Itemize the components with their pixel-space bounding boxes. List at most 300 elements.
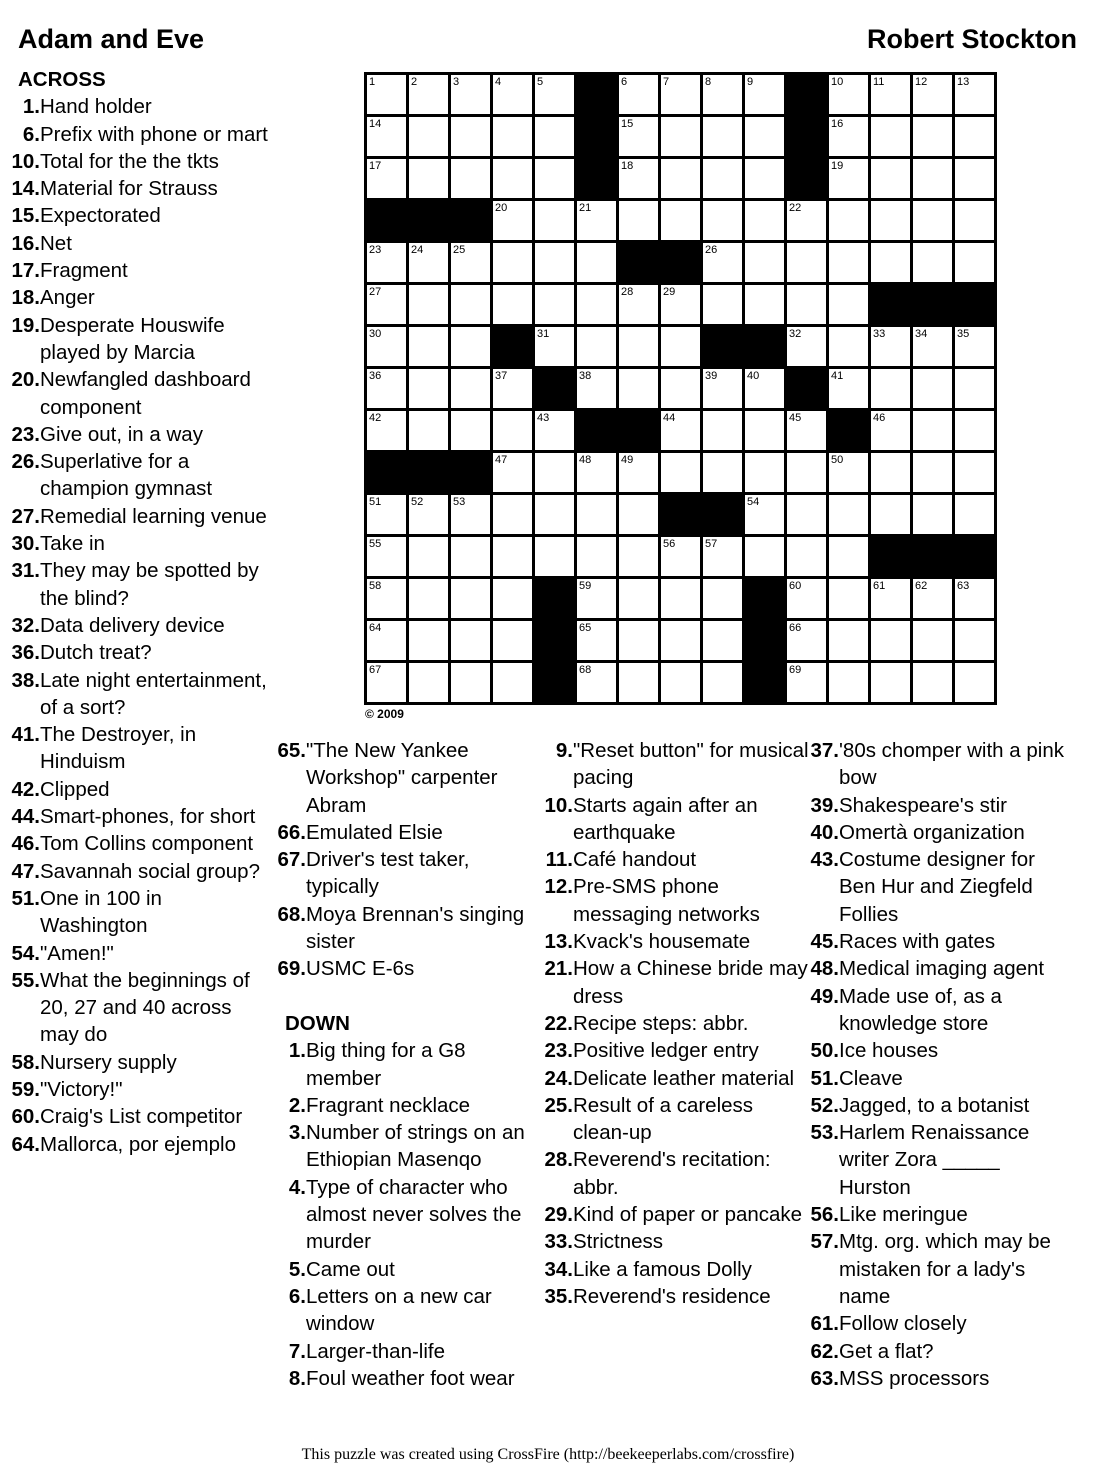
grid-cell[interactable] [745,537,784,576]
grid-cell[interactable] [661,201,700,240]
grid-cell[interactable] [451,117,490,156]
grid-cell[interactable] [367,243,406,282]
grid-cell[interactable] [619,117,658,156]
cell-number: 1 [369,76,376,88]
across-clue[interactable] [0,557,274,612]
across-clue[interactable] [0,830,274,857]
across-clue[interactable] [0,121,274,148]
down-clue[interactable] [533,1201,809,1228]
grid-cell[interactable] [661,75,700,114]
grid-cell[interactable] [619,621,658,660]
down-clue[interactable] [533,1256,809,1283]
across-clue[interactable] [0,93,274,120]
across-clue[interactable] [266,955,546,982]
grid-cell[interactable] [577,537,616,576]
grid-cell[interactable] [409,243,448,282]
grid-cell[interactable] [703,621,742,660]
grid-cell[interactable] [619,453,658,492]
down-clue[interactable] [799,955,1075,982]
down-clue[interactable] [799,1310,1075,1337]
black-square [409,453,448,492]
clue-number: 45. [810,930,839,954]
grid-cell[interactable] [409,579,448,618]
grid-cell[interactable] [619,495,658,534]
grid-cell[interactable] [451,621,490,660]
grid-cell[interactable] [451,75,490,114]
down-clue[interactable] [266,1365,546,1392]
across-clue[interactable] [266,901,546,956]
black-square [535,621,574,660]
grid-cell[interactable] [451,411,490,450]
grid-cell[interactable] [745,201,784,240]
grid-cell[interactable] [535,117,574,156]
down-clue[interactable] [799,1119,1075,1201]
grid-cell[interactable] [493,411,532,450]
grid-cell[interactable] [829,75,868,114]
grid-cell[interactable] [661,159,700,198]
across-clue[interactable] [0,940,274,967]
grid-cell[interactable] [913,453,952,492]
grid-cell[interactable] [619,201,658,240]
across-heading: ACROSS [18,68,106,91]
down-clue[interactable] [533,737,809,792]
grid-cell[interactable] [703,243,742,282]
grid-cell[interactable] [955,369,994,408]
clue-number: 34. [544,1257,573,1281]
grid-cell[interactable] [409,117,448,156]
grid-cell[interactable] [367,369,406,408]
clue-text: Expectorated [40,204,161,228]
grid-cell[interactable] [955,663,994,702]
down-clue[interactable] [799,1228,1075,1310]
down-clue[interactable] [799,1092,1075,1119]
grid-cell[interactable] [409,537,448,576]
grid-cell[interactable] [829,117,868,156]
grid-cell[interactable] [661,537,700,576]
grid-cell[interactable] [661,411,700,450]
down-clue[interactable] [533,846,809,873]
down-clue[interactable] [533,1283,809,1310]
grid-cell[interactable] [913,117,952,156]
grid-cell[interactable] [913,369,952,408]
down-clue[interactable] [533,1065,809,1092]
across-clue[interactable] [0,530,274,557]
across-clue[interactable] [0,503,274,530]
clue-number: 57. [810,1230,839,1254]
down-clue[interactable] [799,819,1075,846]
grid-cell[interactable] [871,159,910,198]
down-clue[interactable] [266,1092,546,1119]
grid-cell[interactable] [829,159,868,198]
grid-cell[interactable] [829,537,868,576]
grid-cell[interactable] [493,537,532,576]
grid-cell[interactable] [703,537,742,576]
grid-cell[interactable] [745,369,784,408]
grid-cell[interactable] [493,495,532,534]
grid-cell[interactable] [661,327,700,366]
grid-cell[interactable] [703,579,742,618]
grid-cell[interactable] [871,495,910,534]
across-clue[interactable] [0,858,274,885]
black-square [661,495,700,534]
across-clue[interactable] [0,667,274,722]
down-clue[interactable] [266,1338,546,1365]
across-clue[interactable] [0,885,274,940]
black-square [451,201,490,240]
grid-cell[interactable] [367,621,406,660]
grid-cell[interactable] [913,243,952,282]
down-clue[interactable] [533,955,809,1010]
across-clue[interactable] [0,448,274,503]
grid-cell[interactable] [577,495,616,534]
across-clue[interactable] [266,819,546,846]
grid-cell[interactable] [913,159,952,198]
grid-cell[interactable] [451,537,490,576]
down-clue[interactable] [799,1338,1075,1365]
grid-cell[interactable] [577,285,616,324]
grid-cell[interactable] [493,75,532,114]
grid-cell[interactable] [955,411,994,450]
grid-cell[interactable] [829,453,868,492]
cell-number: 16 [831,118,844,130]
grid-cell[interactable] [955,579,994,618]
down-clue[interactable] [533,1146,809,1201]
down-clue[interactable] [533,873,809,928]
clue-text: One in 100 in Washington [40,886,162,938]
grid-cell[interactable] [787,663,826,702]
down-clue[interactable] [266,1256,546,1283]
grid-cell[interactable] [409,159,448,198]
cell-number: 17 [369,160,382,172]
grid-cell[interactable] [955,201,994,240]
grid-cell[interactable] [577,369,616,408]
clue-number: 46. [11,832,40,856]
down-clue[interactable] [533,1010,809,1037]
grid-cell[interactable] [745,243,784,282]
grid-cell[interactable] [493,243,532,282]
grid-cell[interactable] [829,327,868,366]
grid-cell[interactable] [955,495,994,534]
grid-cell[interactable] [871,369,910,408]
grid-cell[interactable] [871,411,910,450]
cell-number: 38 [579,370,592,382]
grid-cell[interactable] [913,411,952,450]
grid-cell[interactable] [493,579,532,618]
grid-cell[interactable] [535,285,574,324]
grid-cell[interactable] [451,495,490,534]
grid-cell[interactable] [787,537,826,576]
down-clue[interactable] [266,1037,546,1092]
clue-text: Harlem Renaissance writer Zora _____ Hurston [839,1121,1030,1199]
grid-cell[interactable] [367,663,406,702]
grid-cell[interactable] [409,75,448,114]
across-clue[interactable] [0,612,274,639]
grid-cell[interactable] [577,621,616,660]
grid-cell[interactable] [535,495,574,534]
down-clue[interactable] [533,1228,809,1255]
grid-cell[interactable] [787,495,826,534]
clue-text: Smart-phones, for short [40,805,256,829]
down-clue[interactable] [266,1119,546,1174]
grid-cell[interactable] [829,495,868,534]
down-clue[interactable] [799,792,1075,819]
grid-cell[interactable] [955,327,994,366]
across-clue[interactable] [266,846,546,901]
grid-cell[interactable] [619,537,658,576]
grid-cell[interactable] [367,75,406,114]
grid-cell[interactable] [409,327,448,366]
grid-cell[interactable] [619,663,658,702]
grid-cell[interactable] [745,159,784,198]
grid-cell[interactable] [913,579,952,618]
clue-number: 67. [277,848,306,872]
grid-cell[interactable] [409,411,448,450]
grid-cell[interactable] [829,621,868,660]
grid-cell[interactable] [661,285,700,324]
grid-cell[interactable] [745,495,784,534]
grid-cell[interactable] [871,579,910,618]
grid-cell[interactable] [535,75,574,114]
grid-cell[interactable] [493,159,532,198]
puzzle-author: Robert Stockton [866,24,1077,54]
grid-cell[interactable] [829,201,868,240]
grid-cell[interactable] [787,453,826,492]
clue-text: Kvack's housemate [573,930,751,954]
grid-cell[interactable] [661,579,700,618]
down-clue[interactable] [799,1037,1075,1064]
grid-cell[interactable] [619,327,658,366]
across-clue[interactable] [0,421,274,448]
grid-cell[interactable] [367,285,406,324]
clue-number: 2. [288,1093,306,1117]
grid-cell[interactable] [493,621,532,660]
grid-cell[interactable] [409,495,448,534]
grid-cell[interactable] [955,159,994,198]
clue-number: 37. [810,739,839,762]
grid-cell[interactable] [745,117,784,156]
grid-cell[interactable] [871,201,910,240]
grid-cell[interactable] [409,663,448,702]
down-clue[interactable] [266,1174,546,1256]
grid-cell[interactable] [703,369,742,408]
grid-cell[interactable] [661,663,700,702]
grid-cell[interactable] [745,285,784,324]
grid-cell[interactable] [493,285,532,324]
grid-cell[interactable] [913,327,952,366]
grid-cell[interactable] [913,201,952,240]
across-clue[interactable] [0,967,274,1049]
down-clue[interactable] [799,1365,1075,1392]
grid-cell[interactable] [409,621,448,660]
down-clue[interactable] [533,792,809,847]
grid-cell[interactable] [409,369,448,408]
grid-cell[interactable] [577,243,616,282]
grid-cell[interactable] [577,579,616,618]
grid-cell[interactable] [409,285,448,324]
grid-cell[interactable] [913,621,952,660]
cell-number: 35 [957,328,970,340]
grid-cell[interactable] [703,453,742,492]
across-clue[interactable] [0,1049,274,1076]
grid-cell[interactable] [913,495,952,534]
across-clue[interactable] [0,202,274,229]
clue-number: 65. [277,739,306,762]
clue-number: 41. [11,723,40,747]
down-clue[interactable] [799,928,1075,955]
grid-cell[interactable] [787,327,826,366]
grid-cell[interactable] [787,285,826,324]
grid-cell[interactable] [871,453,910,492]
grid-cell[interactable] [787,243,826,282]
grid-cell[interactable] [535,453,574,492]
grid-cell[interactable] [367,327,406,366]
across-clue[interactable] [0,1076,274,1103]
grid-cell[interactable] [871,327,910,366]
clue-number: 33. [544,1230,573,1254]
grid-cell[interactable] [787,201,826,240]
across-clue[interactable] [0,284,274,311]
grid-cell[interactable] [451,579,490,618]
across-clue[interactable] [0,257,274,284]
grid-cell[interactable] [535,327,574,366]
grid-cell[interactable] [451,369,490,408]
grid-cell[interactable] [703,411,742,450]
clue-number: 28. [544,1148,573,1172]
grid-cell[interactable] [451,243,490,282]
grid-cell[interactable] [577,453,616,492]
clue-number: 55. [11,968,40,992]
down-clue[interactable] [533,1092,809,1147]
grid-cell[interactable] [829,243,868,282]
grid-cell[interactable] [451,663,490,702]
grid-cell[interactable] [577,663,616,702]
clue-text: Get a flat? [839,1339,934,1363]
grid-cell[interactable] [577,327,616,366]
across-clue[interactable] [0,148,274,175]
grid-cell[interactable] [577,201,616,240]
grid-cell[interactable] [787,579,826,618]
clue-text: Recipe steps: abbr. [573,1011,749,1035]
grid-cell[interactable] [493,369,532,408]
grid-cell[interactable] [619,285,658,324]
across-clue[interactable] [0,1131,274,1158]
grid-cell[interactable] [871,243,910,282]
clue-number: 38. [11,668,40,692]
grid-cell[interactable] [493,663,532,702]
grid-cell[interactable] [451,159,490,198]
down-clue[interactable] [799,1201,1075,1228]
grid-cell[interactable] [367,495,406,534]
grid-cell[interactable] [787,411,826,450]
grid-cell[interactable] [871,117,910,156]
grid-cell[interactable] [619,159,658,198]
down-clue[interactable] [266,1283,546,1338]
grid-cell[interactable] [619,75,658,114]
clue-number: 27. [11,504,40,528]
grid-cell[interactable] [955,75,994,114]
grid-cell[interactable] [367,537,406,576]
down-clue[interactable] [533,928,809,955]
grid-cell[interactable] [955,117,994,156]
grid-cell[interactable] [703,201,742,240]
grid-cell[interactable] [661,369,700,408]
grid-cell[interactable] [955,243,994,282]
grid-cell[interactable] [703,117,742,156]
grid-cell[interactable] [703,159,742,198]
grid-cell[interactable] [745,453,784,492]
across-clue[interactable] [0,312,274,367]
down-clue[interactable] [799,1065,1075,1092]
across-clue[interactable] [0,639,274,666]
across-clue[interactable] [0,721,274,776]
grid-cell[interactable] [619,369,658,408]
grid-cell[interactable] [661,453,700,492]
grid-cell[interactable] [661,117,700,156]
down-clue[interactable] [533,1037,809,1064]
clue-number: 52. [810,1093,839,1117]
grid-cell[interactable] [913,75,952,114]
grid-cell[interactable] [535,201,574,240]
across-clue[interactable] [0,230,274,257]
down-clue[interactable] [799,737,1075,792]
grid-cell[interactable] [871,621,910,660]
down-clue[interactable] [799,846,1075,928]
cell-number: 41 [831,370,844,382]
clue-text: Remedial learning venue [40,504,267,528]
down-clue[interactable] [799,983,1075,1038]
grid-cell[interactable] [703,285,742,324]
across-clue[interactable] [266,737,546,819]
grid-cell[interactable] [367,117,406,156]
grid-cell[interactable] [829,579,868,618]
grid-cell[interactable] [829,663,868,702]
across-clue[interactable] [0,1103,274,1130]
clue-text: Desperate Houswife played by Marcia [40,313,225,364]
grid-cell[interactable] [535,537,574,576]
grid-cell[interactable] [367,411,406,450]
grid-cell[interactable] [451,285,490,324]
grid-cell[interactable] [871,75,910,114]
grid-cell[interactable] [787,621,826,660]
grid-cell[interactable] [871,663,910,702]
across-clue[interactable] [0,803,274,830]
grid-cell[interactable] [493,201,532,240]
grid-cell[interactable] [535,411,574,450]
grid-cell[interactable] [619,579,658,618]
grid-cell[interactable] [493,453,532,492]
grid-cell[interactable] [535,243,574,282]
grid-cell[interactable] [661,621,700,660]
grid-cell[interactable] [451,327,490,366]
across-clue[interactable] [0,175,274,202]
grid-cell[interactable] [913,663,952,702]
grid-cell[interactable] [367,579,406,618]
across-clue[interactable] [0,776,274,803]
grid-cell[interactable] [745,411,784,450]
grid-cell[interactable] [745,75,784,114]
grid-cell[interactable] [493,117,532,156]
grid-cell[interactable] [829,285,868,324]
grid-cell[interactable] [955,453,994,492]
cell-number: 23 [369,244,382,256]
grid-cell[interactable] [703,75,742,114]
grid-cell[interactable] [367,159,406,198]
grid-cell[interactable] [703,663,742,702]
across-clue[interactable] [0,366,274,421]
grid-cell[interactable] [829,369,868,408]
grid-cell[interactable] [955,621,994,660]
grid-cell[interactable] [535,159,574,198]
